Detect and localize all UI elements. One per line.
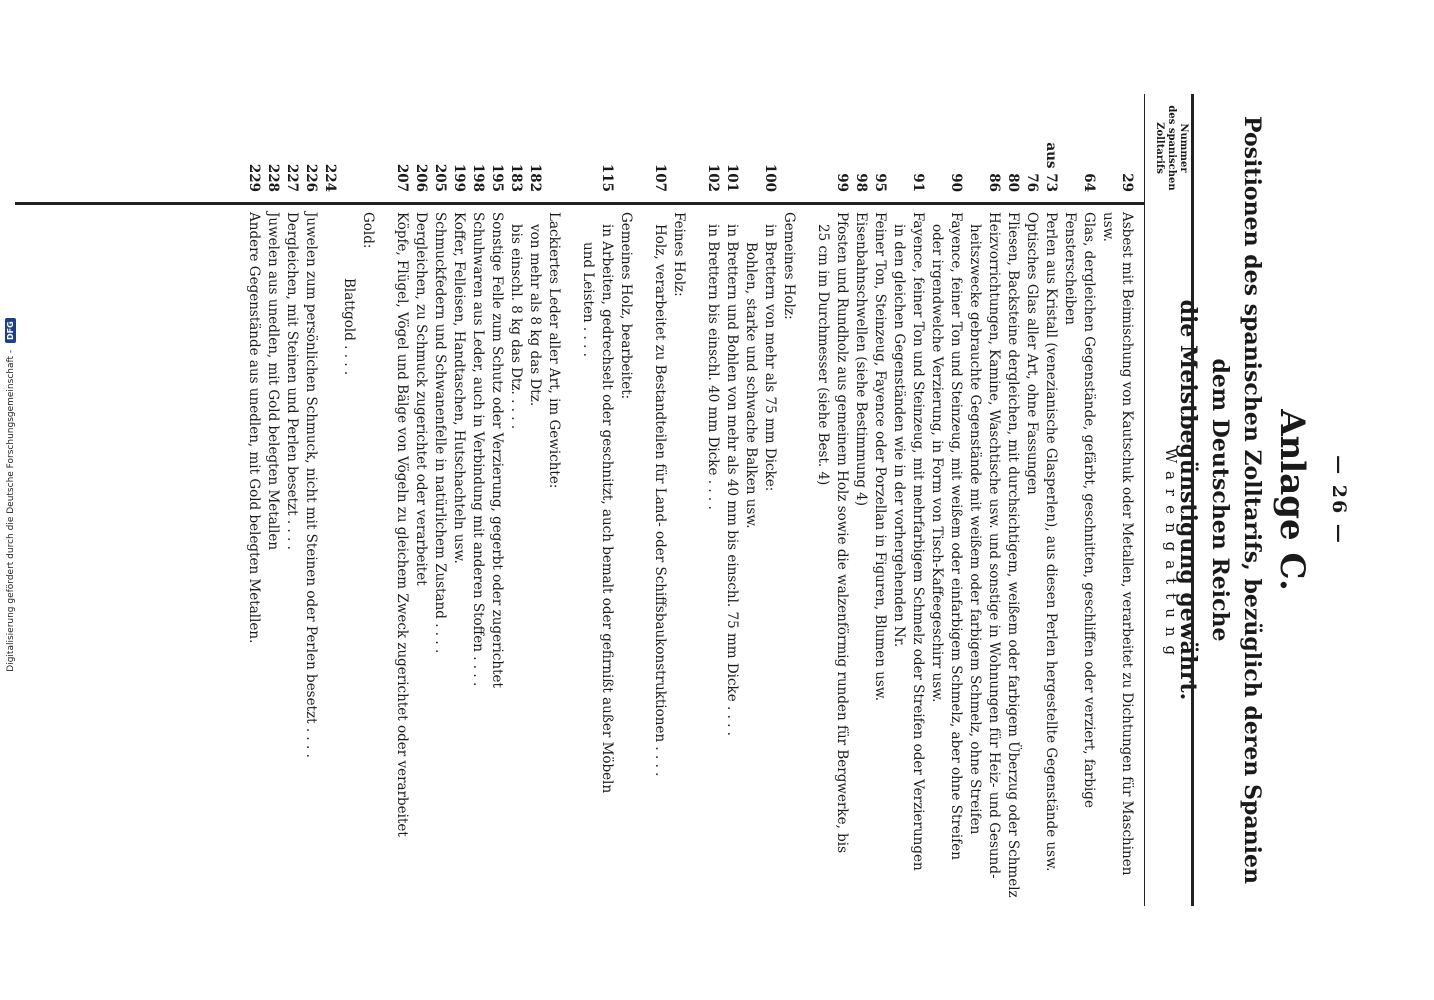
goods-description: Bohlen, starke und schwache Balken usw. xyxy=(743,242,759,529)
table-row xyxy=(1041,94,1060,906)
title-line-2: die Meistbegünstigung gewährt. xyxy=(1175,299,1201,701)
section-gap xyxy=(377,94,392,906)
table-row xyxy=(851,94,870,906)
tariff-number: 228 xyxy=(265,163,281,192)
table-top-rule xyxy=(1191,94,1194,906)
goods-description: Fayence, feiner Ton und Steinzeug, mit mehrfarbigem Schmelz oder Streifen oder Verzierungen xyxy=(910,212,926,871)
tariff-number: 205 xyxy=(432,163,448,192)
tariff-number: 95 xyxy=(872,173,888,192)
goods-description: Schuhwaren aus Leder, auch in Verbindung mit anderen Stoffen . . . . xyxy=(470,212,486,687)
table-row xyxy=(449,94,468,906)
table-row xyxy=(669,94,688,906)
table-row xyxy=(927,94,946,906)
column-header-number xyxy=(1153,96,1189,200)
column-header-goods: Warengattung xyxy=(1162,447,1180,665)
goods-description: heitszwecke gebrauchte Gegenstände mit weißem oder farbigem Schmelz, ohne Streifen xyxy=(967,224,983,835)
table-row xyxy=(1098,94,1136,906)
document-title xyxy=(1172,110,1268,890)
goods-description: 25 cm im Durchmesser (siehe Best. 4) xyxy=(815,224,831,486)
tariff-number: 64 xyxy=(1081,173,1097,192)
tariff-number: aus 73 xyxy=(1043,142,1059,192)
goods-description: Asbest mit Beimischung von Kautschuk oder Metallen, verarbeitet zu Dichtungen für Maschinen usw. xyxy=(1100,212,1135,876)
tariff-number: 195 xyxy=(489,163,505,192)
goods-description: Andere Gegenstände aus unedlen, mit Gold belegten Metallen. xyxy=(246,212,262,644)
table-row xyxy=(339,94,358,906)
goods-description: Heizvorrichtungen, Kamine, Waschtische usw. und sonstige in Wohnungen für Heiz- und Gesund- xyxy=(986,212,1002,879)
goods-description: Dergleichen, zu Schmuck zugerichtet oder verarbeitet xyxy=(413,212,429,586)
page-number: — 26 — xyxy=(1328,455,1350,545)
goods-description: Juwelen aus unedlen, mit Gold belegten Metallen xyxy=(265,212,281,551)
goods-description: Schmuckfedern und Schwanenfelle in natürlichem Zustand . . . . xyxy=(432,212,448,654)
table-row xyxy=(703,94,722,906)
table-row xyxy=(544,94,563,906)
goods-description: in Brettern und Bohlen von mehr als 40 mm bis einschl. 75 mm Dicke . . . . xyxy=(724,224,740,737)
goods-description: Holz, verarbeitet zu Bestandteilen für Land- oder Schiffsbaukonstruktionen . . . . xyxy=(652,224,668,777)
table-row xyxy=(870,94,889,906)
table-row xyxy=(722,94,741,906)
tariff-number: 29 xyxy=(1119,173,1135,192)
tariff-number: 80 xyxy=(1005,173,1021,192)
goods-description: bis einschl. 8 kg das Dtz. . . . . xyxy=(508,224,524,430)
table-row xyxy=(392,94,411,906)
table-header-rule xyxy=(1144,94,1145,906)
tariff-number: 98 xyxy=(853,173,869,192)
column-header-number-line-1: Nummer xyxy=(1178,123,1189,173)
table-row xyxy=(946,94,965,906)
table-row xyxy=(908,94,927,906)
footer-wrapper xyxy=(4,0,18,995)
table-row xyxy=(597,94,616,906)
goods-description: Lackiertes Leder aller Art, im Gewichte: xyxy=(546,212,562,489)
tariff-number: 227 xyxy=(284,163,300,192)
table-row xyxy=(263,94,282,906)
tariff-table-body xyxy=(244,94,1136,906)
goods-description: in Brettern bis einschl. 40 mm Dicke . . . . xyxy=(705,224,721,510)
tariff-number: 207 xyxy=(394,163,410,192)
tariff-number: 199 xyxy=(451,163,467,192)
digitization-footer xyxy=(4,0,18,995)
table-row xyxy=(578,94,597,906)
tariff-number: 183 xyxy=(508,163,524,192)
tariff-number: 107 xyxy=(652,163,668,192)
goods-description: Fliesen, Backsteine dergleichen, mit durchsichtigem, weißem oder farbigem Überzug oder Schmelz xyxy=(1005,212,1021,898)
tariff-number: 224 xyxy=(322,163,338,192)
table-row xyxy=(282,94,301,906)
goods-description: Gold: xyxy=(360,212,376,249)
goods-description: Dergleichen, mit Steinen und Perlen besetzt . . . . xyxy=(284,212,300,550)
appendix-heading: Anlage C. xyxy=(1272,409,1312,591)
table-row xyxy=(320,94,339,906)
table-row xyxy=(741,94,760,906)
column-header-number-line-3: Zolltarifs xyxy=(1154,122,1165,174)
goods-description: Sonstige Felle zum Schutz oder Verzierung, gegerbt oder zugerichtet xyxy=(489,212,505,688)
tariff-number: 102 xyxy=(705,163,721,192)
tariff-number: 229 xyxy=(246,163,262,192)
goods-description: Pfosten und Rundholz aus gemeinem Holz sowie die walzenförmig runden für Bergwerke, bis xyxy=(834,212,850,854)
table-row xyxy=(525,94,544,906)
table-row xyxy=(965,94,984,906)
goods-description: Fayence, feiner Ton und Steinzeug, mit weißem oder einfarbigem Schmelz, aber ohne Streifen xyxy=(948,212,964,860)
goods-description: Feiner Ton, Steinzeug, Fayence oder Porzellan in Figuren, Blumen usw. xyxy=(872,212,888,702)
table-row xyxy=(430,94,449,906)
goods-description: Gemeines Holz, bearbeitet: xyxy=(618,212,634,400)
table-row xyxy=(468,94,487,906)
tariff-number: 206 xyxy=(413,163,429,192)
dfg-logo: DFG xyxy=(5,318,16,343)
tariff-number: 86 xyxy=(986,173,1002,192)
goods-description: Perlen aus Kristall (venezianische Glasperlen), aus diesen Perlen hergestellte Gegenstände usw. xyxy=(1043,212,1059,872)
goods-description: in Arbeiten, gedrechselt oder geschnitzt, auch bemalt oder gefirnißt außer Möbeln xyxy=(599,224,615,794)
footer-text: Digitalisierung gefördert durch die Deutsche Forschungsgemeinschaft - xyxy=(6,349,16,672)
goods-description: Optisches Glas aller Art, ohne Fassungen xyxy=(1024,212,1040,495)
table-row xyxy=(760,94,779,906)
goods-description: Blattgold . . . . xyxy=(341,278,357,376)
table-row xyxy=(779,94,798,906)
table-row xyxy=(889,94,908,906)
goods-description: Gemeines Holz: xyxy=(781,212,797,320)
tariff-number: 182 xyxy=(527,163,543,192)
tariff-number: 100 xyxy=(762,163,778,192)
column-header-number-line-2: des spanischen xyxy=(1166,105,1177,191)
goods-description: Eisenbahnschwellen (siehe Bestimmung 4) xyxy=(853,212,869,507)
goods-description: und Leisten . . . . xyxy=(580,242,596,357)
table-row xyxy=(1060,94,1098,906)
table-row xyxy=(1003,94,1022,906)
goods-description: in Brettern von mehr als 75 mm Dicke: xyxy=(762,224,778,492)
goods-description: Feines Holz: xyxy=(671,212,687,297)
table-row xyxy=(984,94,1003,906)
goods-description: Glas, dergleichen Gegenstände, gefärbt, geschnitten, geschliffen oder verziert, farbige Fensterscheiben xyxy=(1062,212,1097,808)
table-row xyxy=(301,94,320,906)
table-row xyxy=(358,94,377,906)
section-gap xyxy=(688,94,703,906)
goods-description: von mehr als 8 kg das Dtz. xyxy=(527,224,543,407)
goods-description: oder irgendwelche Verzierung, in Form von Tisch-Kaffeegeschirr usw. xyxy=(929,224,945,703)
table-row xyxy=(650,94,669,906)
table-row xyxy=(487,94,506,906)
tariff-number: 76 xyxy=(1024,173,1040,192)
table-row xyxy=(616,94,635,906)
tariff-number: 101 xyxy=(724,163,740,192)
tariff-number: 198 xyxy=(470,163,486,192)
tariff-number: 91 xyxy=(910,173,926,192)
section-gap xyxy=(635,94,650,906)
table-row xyxy=(832,94,851,906)
table-row xyxy=(244,94,263,906)
tariff-number: 90 xyxy=(948,173,964,192)
goods-description: Juwelen zum persönlichen Schmuck, nicht mit Steinen oder Perlen besetzt . . . . xyxy=(303,212,319,758)
tariff-number: 115 xyxy=(599,163,615,192)
table-row xyxy=(1022,94,1041,906)
goods-description: Koffer, Felleisen, Handtaschen, Hutschachteln usw. xyxy=(451,212,467,564)
section-gap xyxy=(798,94,813,906)
title-line-1: Positionen des spanischen Zolltarifs, bezüglich deren Spanien dem Deutschen Reiche xyxy=(1207,116,1265,884)
table-row xyxy=(506,94,525,906)
tariff-number: 226 xyxy=(303,163,319,192)
goods-description: in den gleichen Gegenständen wie in der vorhergehenden Nr. xyxy=(891,224,907,648)
goods-description: Köpfe, Flügel, Vögel und Bälge von Vögeln zu gleichem Zweck zugerichtet oder verarbeitet xyxy=(394,212,410,837)
section-gap xyxy=(563,94,578,906)
tariff-number: 99 xyxy=(834,173,850,192)
table-row xyxy=(813,94,832,906)
table-row xyxy=(411,94,430,906)
